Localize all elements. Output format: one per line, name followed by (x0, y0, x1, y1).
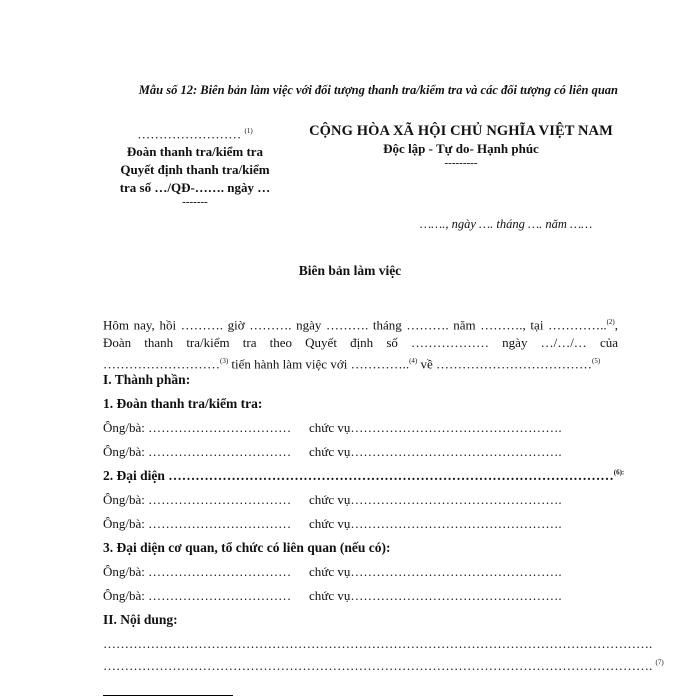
agency-header (95, 122, 295, 207)
intro-paragraph: Hôm nay, hồi ………. giờ ………. ngày ………. tháng ………. năm ………., tại …………..$^{(2)}$, Đoàn thanh tra/kiểm tra theo Quyết định số ……………… ngày …/…/… của ………………………$^{(3)}$ tiến hành làm việc với …………..$^{(4)}$ về ………………………………$^{(5)}$ (103, 317, 618, 372)
related-position-1: chức vụ…………………………………………. (309, 564, 562, 579)
team-person-2: Ông/bà: …………………………… (103, 444, 292, 459)
content-line-1: ………………………………………………………………………………………………………………. (103, 636, 653, 651)
footnote-separator (103, 695, 233, 696)
agency-line-3: tra số …/QĐ-……. ngày … (119, 180, 271, 196)
section-representative: 2. Đại diện ………………………………………………………………………………………$^{(6):}$ (103, 468, 625, 483)
agency-line-1: Đoàn thanh tra/kiểm tra (126, 144, 264, 160)
place-date: ……., ngày …. tháng …. năm …… (420, 217, 593, 231)
team-position-1: chức vụ…………………………………………. (309, 420, 562, 435)
motto-dash: --------- (444, 157, 478, 169)
rep-position-2: chức vụ…………………………………………. (309, 516, 562, 531)
country-name: CỘNG HÒA XÃ HỘI CHỦ NGHĨA VIỆT NAM (309, 123, 613, 139)
agency-line-2: Quyết định thanh tra/kiểm (120, 162, 270, 178)
content-line-2: ………………………………………………………………………………………………………………. $^{(7)}$ (103, 658, 664, 673)
team-person-1: Ông/bà: …………………………… (103, 420, 292, 435)
rep-position-1: chức vụ…………………………………………. (309, 492, 562, 507)
document-title: Biên bản làm việc (298, 263, 402, 278)
section-composition: I. Thành phần: (103, 372, 191, 387)
national-header (296, 122, 626, 168)
agency-blank: …………………… $^{(1)}$ (137, 126, 253, 142)
section-related: 3. Đại diện cơ quan, tổ chức có liên quan (nếu có): (103, 540, 391, 555)
related-position-2: chức vụ…………………………………………. (309, 588, 562, 603)
agency-dash: ------- (182, 196, 208, 209)
team-position-2: chức vụ…………………………………………. (309, 444, 562, 459)
related-person-1: Ông/bà: …………………………… (103, 564, 292, 579)
related-person-2: Ông/bà: …………………………… (103, 588, 292, 603)
rep-person-2: Ông/bà: …………………………… (103, 516, 292, 531)
national-motto: Độc lập - Tự do- Hạnh phúc (383, 141, 539, 156)
rep-person-1: Ông/bà: …………………………… (103, 492, 292, 507)
section-team: 1. Đoàn thanh tra/kiểm tra: (103, 396, 263, 411)
section-content: II. Nội dung: (103, 612, 178, 627)
form-title: Mẫu số 12: Biên bản làm việc với đối tượng thanh tra/kiểm tra và các đối tượng có liên quan (138, 83, 618, 97)
